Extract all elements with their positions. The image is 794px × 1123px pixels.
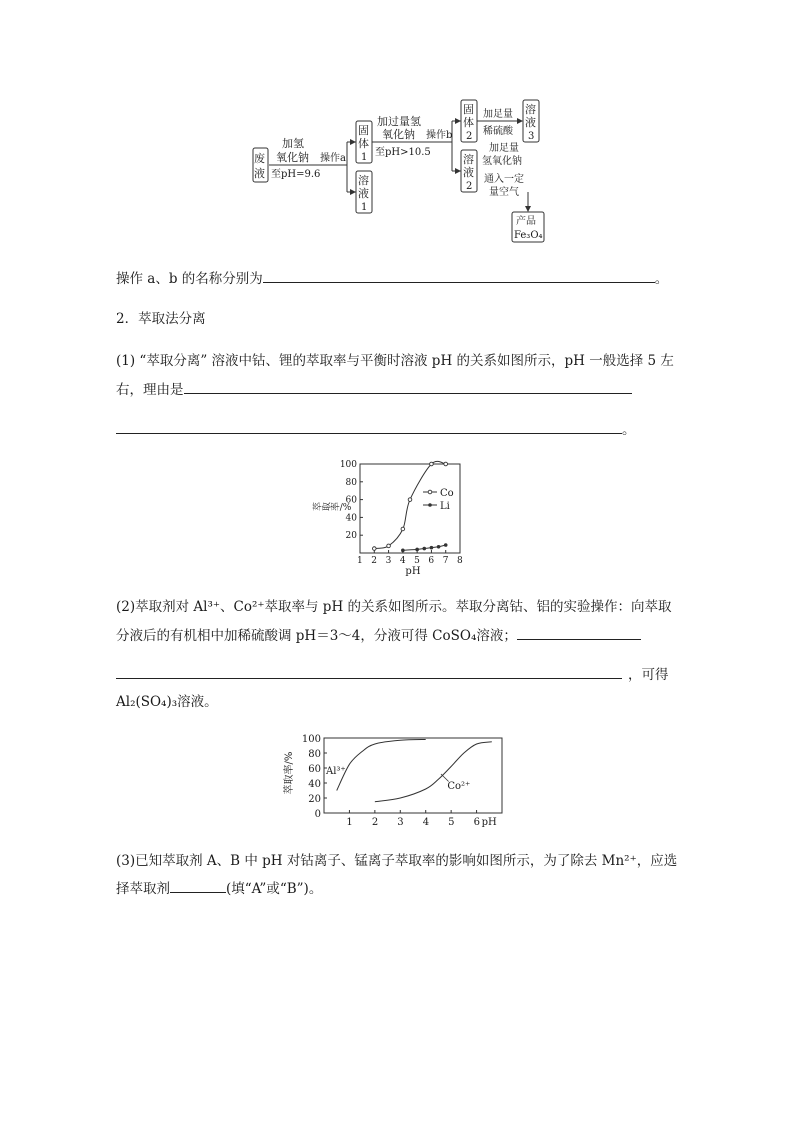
chart1-y-tick-label: 100	[339, 460, 357, 470]
step2-top-2: 氧化钠	[382, 128, 415, 141]
q2-line-2-prefix: 分液后的有机相中加稀硫酸调 pH＝3～4，分液可得 CoSO₄溶液；	[116, 628, 517, 644]
chart1-x-axis-label: pH	[405, 566, 421, 577]
chart1-y-tick-label: 80	[345, 477, 357, 488]
chart1-co-point	[372, 547, 376, 551]
chart1-co-point	[430, 462, 434, 466]
chart2-series-al-line	[337, 740, 426, 791]
solid1-char-3: 1	[361, 152, 368, 163]
solid2-char-3: 2	[466, 131, 473, 142]
product-label: 产品	[516, 216, 536, 227]
chart1-y-tick-label: 60	[345, 495, 357, 506]
chart1-li-point	[401, 549, 405, 553]
step4-line-3: 通入一定	[484, 174, 524, 185]
step4-line-4: 量空气	[489, 187, 519, 198]
step1-top-2: 氧化钠	[276, 151, 309, 164]
answer-blank-q2b[interactable]	[116, 664, 622, 679]
step3-top: 加足量	[483, 109, 513, 120]
chart1-x-tick-label: 8	[457, 556, 463, 566]
step1-bottom: 至pH=9.6	[271, 169, 321, 180]
q1-line-2	[116, 379, 632, 400]
chart2-x-tick-label: 3	[397, 817, 404, 828]
solution1-char-2: 液	[358, 187, 369, 200]
q1-line-2-prefix: 右，理由是	[116, 382, 184, 398]
step2-top-1: 加过量氢	[377, 115, 421, 128]
chart1-co-point	[401, 527, 405, 531]
answer-blank-q1a[interactable]	[184, 379, 632, 394]
solution2-char-2: 液	[463, 166, 474, 179]
answer-blank-q3[interactable]	[170, 878, 226, 893]
q1-line-3	[116, 419, 636, 440]
q2-line-4: Al₂(SO₄)₃溶液。	[116, 694, 218, 710]
chart1-y-axis-label: 萃取率/%	[312, 503, 352, 513]
chart2-y-tick-label: 80	[308, 749, 321, 760]
chart2-x-tick-label: 2	[371, 817, 379, 828]
q2-line-3	[116, 664, 669, 685]
chart2-x-tick-label: 6	[473, 817, 480, 828]
chart1-y-tick-label: 20	[345, 531, 357, 542]
question-operations	[116, 268, 668, 289]
q2-line-1: (2)萃取剂对 Al³⁺、Co²⁺萃取率与 pH 的关系如图所示。萃取分离钴、铝的实验操作：向萃取	[116, 599, 672, 615]
solid1-char-2: 体	[358, 137, 369, 150]
chart2-x-tick-label: 5	[448, 817, 455, 828]
chart1-co-point	[444, 462, 448, 466]
q3-line-2-prefix: 择萃取剂	[116, 881, 170, 897]
chart1-y-tick-label: 40	[345, 513, 357, 524]
chart1-x-tick-label: 1	[357, 556, 363, 566]
chart1-li-point	[444, 543, 448, 547]
q2-line-3-suffix: ，可得	[628, 667, 669, 683]
chart2-y-tick-label: 0	[314, 809, 321, 820]
chart1-legend-co-marker	[428, 490, 432, 494]
q3-line-2	[116, 878, 322, 899]
chart1-li-point	[422, 547, 426, 551]
waste-char-1: 废	[254, 152, 265, 165]
answer-blank-ops[interactable]	[263, 268, 655, 283]
q2-line-2	[116, 625, 641, 646]
step4-line-2: 氢氧化钠	[482, 156, 522, 167]
step2-bottom: 至pH>10.5	[375, 147, 431, 158]
chart2-x-tick-label: 1	[346, 817, 353, 828]
chart2-x-axis-label: pH	[481, 817, 497, 828]
chart1-co-point	[387, 544, 391, 548]
chart2-frame	[324, 738, 502, 813]
solid2-char-2: 体	[463, 116, 474, 129]
q3-line-1: (3)已知萃取剂 A、B 中 pH 对钴离子、锰离子萃取率的影响如图所示，为了除去 Mn²⁺，应选	[116, 853, 678, 869]
chart2-y-axis-label: 萃取率/%	[284, 751, 295, 795]
q1-line-1: (1) “萃取分离” 溶液中钴、锂的萃取率与平衡时溶液 pH 的关系如图所示，pH 一般选择 5 左	[116, 353, 674, 369]
question-ops-prefix: 操作 a、b 的名称分别为	[116, 271, 263, 287]
chart2-series-al-label: Al³⁺	[326, 766, 346, 777]
chart1-li-point	[430, 546, 434, 550]
q3-line-2-suffix: (填“A”或“B”)。	[226, 881, 323, 897]
product-formula: Fe₃O₄	[514, 230, 543, 241]
chart1-legend-co-label: Co	[440, 488, 454, 499]
step1-top-1: 加氢	[282, 137, 304, 150]
solid1-char-1: 固	[358, 124, 369, 137]
answer-blank-q1b[interactable]	[116, 419, 622, 434]
step4-line-1: 加足量	[489, 143, 519, 154]
solid2-char-1: 固	[463, 103, 474, 116]
process-flowchart	[0, 0, 794, 260]
chart1-x-tick-label: 5	[414, 556, 420, 566]
answer-blank-q2a[interactable]	[517, 625, 641, 640]
waste-char-2: 液	[254, 167, 265, 180]
solution3-char-2: 液	[525, 116, 536, 129]
solution3-char-1: 溶	[525, 103, 536, 116]
chart1-legend-li-marker	[428, 503, 432, 507]
chart-al-co-extraction	[284, 728, 512, 828]
chart2-x-tick-label: 4	[422, 817, 430, 828]
op-a-label: 操作a	[320, 153, 346, 164]
chart2-y-tick-label: 20	[308, 794, 321, 805]
chart1-x-tick-label: 4	[399, 556, 406, 566]
section2-title: 2．萃取法分离	[116, 311, 206, 327]
chart1-li-point	[437, 545, 441, 549]
chart2-y-tick-label: 60	[308, 764, 321, 775]
chart1-x-tick-label: 3	[385, 556, 392, 566]
chart1-legend-li-label: Li	[440, 501, 450, 512]
step3-bottom: 稀硫酸	[483, 126, 513, 137]
q1-line-3-suffix: 。	[622, 422, 636, 438]
solution1-char-3: 1	[361, 202, 368, 213]
chart2-y-tick-label: 100	[301, 734, 321, 745]
solution2-char-3: 2	[466, 181, 473, 192]
op-b-label: 操作b	[426, 130, 453, 141]
chart2-series-co-label: Co²⁺	[447, 781, 471, 792]
chart1-li-point	[415, 548, 419, 552]
chart1-x-tick-label: 6	[428, 556, 435, 566]
chart1-x-tick-label: 7	[442, 556, 449, 566]
solution1-char-1: 溶	[358, 174, 369, 187]
solution2-char-1: 溶	[463, 153, 474, 166]
chart2-series-co-line	[375, 742, 492, 802]
solution3-char-3: 3	[528, 131, 535, 142]
chart2-y-tick-label: 40	[308, 779, 321, 790]
chart1-x-tick-label: 2	[371, 556, 378, 566]
chart1-co-point	[408, 498, 412, 502]
chart-co-li-extraction	[312, 455, 476, 577]
question-ops-suffix: 。	[654, 271, 669, 287]
